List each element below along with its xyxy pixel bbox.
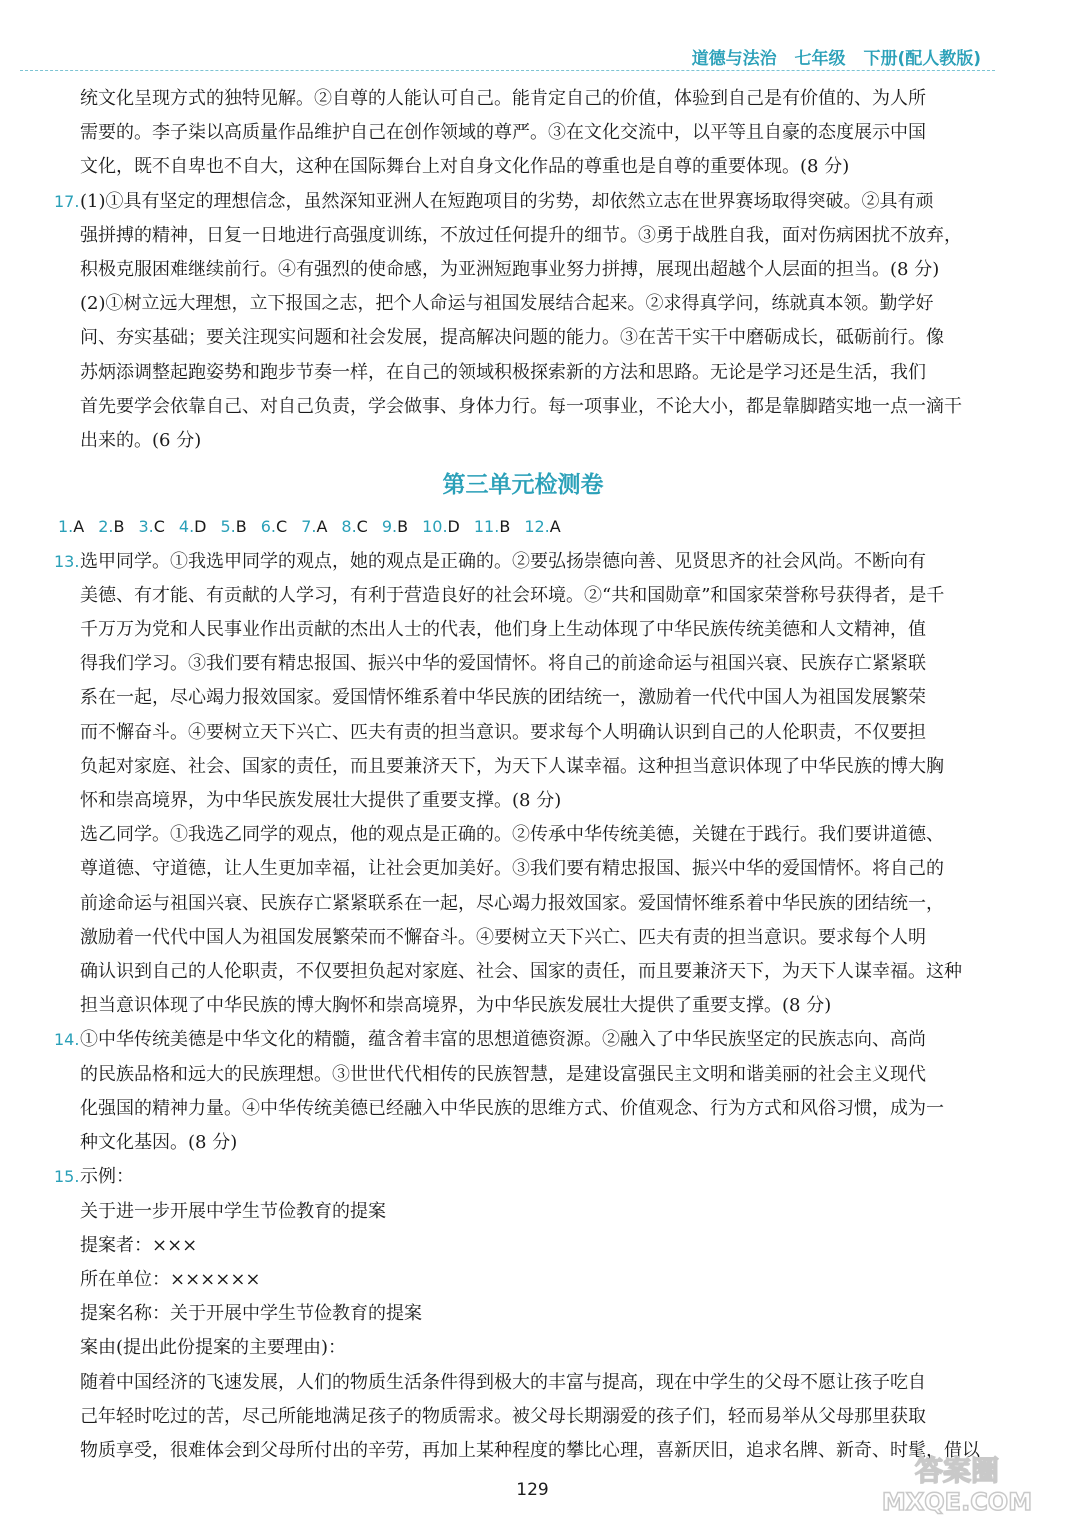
text-line bbox=[58, 784, 988, 818]
answer-number: 12. bbox=[524, 517, 550, 537]
line-text: 随着中国经济的飞速发展，人们的物质生活条件得到极大的丰富与提高，现在中学生的父母不愿让孩子吃自 bbox=[80, 1371, 926, 1393]
choice-answer bbox=[301, 517, 327, 536]
line-text: 担当意识体现了中华民族的博大胸怀和崇高境界，为中华民族发展壮大提供了重要支撑。(8 分) bbox=[80, 995, 832, 1017]
line-text: 而不懈奋斗。④要树立天下兴亡、匹夫有责的担当意识。要求每个人明确认识到自己的人伦职责，不仅要担 bbox=[80, 721, 926, 743]
answer-value: C bbox=[276, 517, 288, 537]
answer-value: A bbox=[316, 517, 328, 537]
text-line bbox=[58, 1092, 988, 1126]
line-text: 得我们学习。③我们要有精忠报国、振兴中华的爱国情怀。将自己的前途命运与祖国兴衰、民族存亡紧紧联 bbox=[80, 653, 926, 675]
choice-answer bbox=[474, 517, 510, 536]
text-line bbox=[58, 818, 988, 852]
answer-value: A bbox=[73, 517, 85, 537]
answer-value: A bbox=[549, 517, 561, 537]
line-text: 文化，既不自卑也不自大，这种在国际舞台上对自身文化作品的尊重也是自尊的重要体现。(8 分) bbox=[80, 156, 850, 178]
text-line bbox=[54, 545, 988, 579]
header-divider bbox=[20, 70, 995, 71]
answer-value: B bbox=[499, 517, 511, 537]
line-text: 出来的。(6 分) bbox=[80, 430, 202, 452]
text-line bbox=[58, 1126, 988, 1160]
choice-answer bbox=[524, 517, 560, 536]
text-line bbox=[58, 921, 988, 955]
text-line bbox=[58, 1331, 988, 1365]
text-line bbox=[58, 1195, 988, 1229]
question-number: 15. bbox=[54, 1167, 80, 1187]
answer-block-bottom bbox=[54, 545, 988, 1468]
text-line bbox=[58, 116, 988, 150]
line-text: 尊道德、守道德，让人生更加幸福，让社会更加美好。③我们要有精忠报国、振兴中华的爱国情怀。将自己的 bbox=[80, 858, 944, 880]
answer-number: 1. bbox=[58, 517, 74, 537]
text-line bbox=[58, 579, 988, 613]
header-volume: 下册(配人教版) bbox=[863, 49, 981, 69]
multiple-choice-answers bbox=[58, 510, 988, 544]
header-subject: 道德与法治 bbox=[691, 49, 777, 69]
line-text: 案由(提出此份提案的主要理由)： bbox=[80, 1337, 347, 1359]
question-number: 13. bbox=[54, 551, 80, 571]
text-line bbox=[58, 1229, 988, 1263]
line-text: (2)①树立远大理想，立下报国之志，把个人命运与祖国发展结合起来。②求得真学问，练就真本领。勤学好 bbox=[80, 293, 934, 315]
answer-number: 3. bbox=[138, 517, 154, 537]
line-text: 种文化基因。(8 分) bbox=[80, 1132, 238, 1154]
line-text: 积极克服困难继续前行。④有强烈的使命感，为亚洲短跑事业努力拼搏，展现出超越个人层面的担当。(8 分) bbox=[80, 259, 940, 281]
line-text: 选乙同学。①我选乙同学的观点，他的观点是正确的。②传承中华传统美德，关键在于践行。我们要讲道德、 bbox=[80, 824, 944, 846]
text-line bbox=[58, 887, 988, 921]
line-text: 示例： bbox=[80, 1166, 134, 1188]
line-text: 化强国的精神力量。④中华传统美德已经融入中华民族的思维方式、价值观念、行为方式和风俗习惯，成为一 bbox=[80, 1097, 944, 1119]
text-line bbox=[58, 321, 988, 355]
choice-answer bbox=[382, 517, 408, 536]
line-text: 问、夯实基础；要关注现实问题和社会发展，提高解决问题的能力。③在苦干实干中磨砺成长，砥砺前行。像 bbox=[80, 327, 944, 349]
choice-answer bbox=[261, 517, 287, 536]
line-text: 物质享受，很难体会到父母所付出的辛劳，再加上某种程度的攀比心理，喜新厌旧，追求名牌、新奇、时髦，借以 bbox=[80, 1439, 980, 1461]
text-line bbox=[58, 716, 988, 750]
answer-number: 10. bbox=[422, 517, 448, 537]
answer-number: 9. bbox=[381, 517, 398, 537]
question-number: 17. bbox=[54, 191, 80, 211]
answer-number: 8. bbox=[341, 517, 357, 537]
line-text: 激励着一代代中国人为祖国发展繁荣而不懈奋斗。④要树立天下兴亡、匹夫有责的担当意识。要求每个人明 bbox=[80, 926, 926, 948]
line-text: 提案者：××× bbox=[80, 1234, 198, 1256]
choice-answer bbox=[422, 517, 460, 536]
answer-value: B bbox=[113, 517, 125, 537]
line-text: 需要的。李子柒以高质量作品维护自己在创作领域的尊严。③在文化交流中，以平等且自豪的态度展示中国 bbox=[80, 122, 926, 144]
text-line bbox=[58, 750, 988, 784]
text-line bbox=[58, 1297, 988, 1331]
text-line bbox=[58, 1400, 988, 1434]
line-text: 怀和崇高境界，为中华民族发展壮大提供了重要支撑。(8 分) bbox=[80, 790, 562, 812]
text-line bbox=[58, 1263, 988, 1297]
text-line bbox=[58, 1434, 988, 1468]
text-line bbox=[58, 1058, 988, 1092]
answer-value: D bbox=[447, 517, 460, 537]
text-line bbox=[58, 253, 988, 287]
choice-answer bbox=[58, 517, 84, 536]
choice-answer bbox=[138, 517, 164, 536]
text-line bbox=[58, 356, 988, 390]
text-line bbox=[58, 82, 988, 116]
question-number: 14. bbox=[54, 1030, 80, 1050]
answer-value: C bbox=[153, 517, 165, 537]
text-line bbox=[58, 287, 988, 321]
line-text: 选甲同学。①我选甲同学的观点，她的观点是正确的。②要弘扬崇德向善、见贤思齐的社会风尚。不断向有 bbox=[80, 550, 926, 572]
text-line bbox=[58, 219, 988, 253]
line-text: 首先要学会依靠自己、对自己负责，学会做事、身体力行。每一项事业，不论大小，都是靠脚踏实地一点一滴干 bbox=[80, 395, 962, 417]
line-text: 系在一起，尽心竭力报效国家。爱国情怀维系着中华民族的团结统一，激励着一代代中国人为祖国发展繁荣 bbox=[80, 687, 926, 709]
watermark-line2: MXQE.COM bbox=[881, 1488, 1033, 1516]
answer-value: C bbox=[356, 517, 368, 537]
text-line bbox=[58, 852, 988, 886]
answer-number: 4. bbox=[178, 517, 195, 537]
answer-value: D bbox=[194, 517, 207, 537]
answer-value: B bbox=[397, 517, 409, 537]
answer-number: 6. bbox=[260, 517, 277, 537]
text-line bbox=[58, 390, 988, 424]
text-line bbox=[58, 1366, 988, 1400]
answer-block-top bbox=[54, 82, 988, 458]
line-text: ①中华传统美德是中华文化的精髓，蕴含着丰富的思想道德资源。②融入了中华民族坚定的民族志向、高尚 bbox=[80, 1029, 926, 1051]
text-line bbox=[54, 1023, 988, 1057]
choice-answer bbox=[221, 517, 247, 536]
line-text: 己年轻时吃过的苦，尽己所能地满足孩子的物质需求。被父母长期溺爱的孩子们，轻而易举从父母那里获取 bbox=[80, 1405, 926, 1427]
watermark-logo bbox=[877, 1448, 1037, 1518]
line-text: 所在单位：×××××× bbox=[80, 1268, 261, 1290]
page-number: 129 bbox=[516, 1480, 549, 1500]
choice-answer bbox=[341, 517, 367, 536]
text-line bbox=[58, 647, 988, 681]
line-text: 统文化呈现方式的独特见解。②自尊的人能认可自己。能肯定自己的价值，体验到自己是有价值的、为人所 bbox=[80, 88, 926, 109]
watermark-line1: 答案圈 bbox=[914, 1454, 1000, 1487]
line-text: 前途命运与祖国兴衰、民族存亡紧紧联系在一起，尽心竭力报效国家。爱国情怀维系着中华民族的团结统一， bbox=[80, 892, 944, 914]
line-text: 提案名称：关于开展中学生节俭教育的提案 bbox=[80, 1303, 422, 1325]
header-grade: 七年级 bbox=[794, 49, 846, 69]
text-line bbox=[58, 955, 988, 989]
text-line bbox=[54, 1160, 988, 1194]
line-text: 美德、有才能、有贡献的人学习，有利于营造良好的社会环境。②“共和国勋章”和国家荣誉称号获得者，是千 bbox=[80, 584, 945, 606]
choice-answer bbox=[98, 517, 124, 536]
section-title: 第三单元检测卷 bbox=[442, 471, 604, 499]
text-line bbox=[58, 989, 988, 1023]
line-text: 苏炳添调整起跑姿势和跑步节奏一样，在自己的领域积极探索新的方法和思路。无论是学习还是生活，我们 bbox=[80, 361, 926, 383]
choice-answer bbox=[179, 517, 207, 536]
line-text: 负起对家庭、社会、国家的责任，而且要兼济天下，为天下人谋幸福。这种担当意识体现了中华民族的博大胸 bbox=[80, 755, 944, 777]
line-text: 强拼搏的精神，日复一日地进行高强度训练，不放过任何提升的细节。③勇于战胜自我，面对伤病困扰不放弃， bbox=[80, 224, 962, 246]
answer-number: 7. bbox=[301, 517, 317, 537]
line-text: (1)①具有坚定的理想信念，虽然深知亚洲人在短跑项目的劣势，却依然立志在世界赛场取得突破。②具有顽 bbox=[80, 190, 934, 212]
line-text: 关于进一步开展中学生节俭教育的提案 bbox=[80, 1200, 386, 1222]
line-text: 确认识到自己的人伦职责，不仅要担负起对家庭、社会、国家的责任，而且要兼济天下，为天下人谋幸福。这种 bbox=[80, 961, 962, 983]
text-line bbox=[58, 681, 988, 715]
answer-value: B bbox=[235, 517, 247, 537]
text-line bbox=[58, 613, 988, 647]
running-header bbox=[680, 44, 981, 69]
text-line bbox=[58, 150, 988, 184]
answer-number: 5. bbox=[220, 517, 236, 537]
answer-number: 2. bbox=[98, 517, 114, 537]
line-text: 的民族品格和远大的民族理想。③世世代代相传的民族智慧，是建设富强民主文明和谐美丽的社会主义现代 bbox=[80, 1063, 926, 1085]
text-line bbox=[54, 185, 988, 219]
page-content bbox=[54, 82, 988, 1468]
text-line bbox=[58, 424, 988, 458]
line-text: 千万万为党和人民事业作出贡献的杰出人士的代表，他们身上生动体现了中华民族传统美德和人文精神，值 bbox=[80, 619, 926, 641]
answer-number: 11. bbox=[473, 517, 500, 537]
